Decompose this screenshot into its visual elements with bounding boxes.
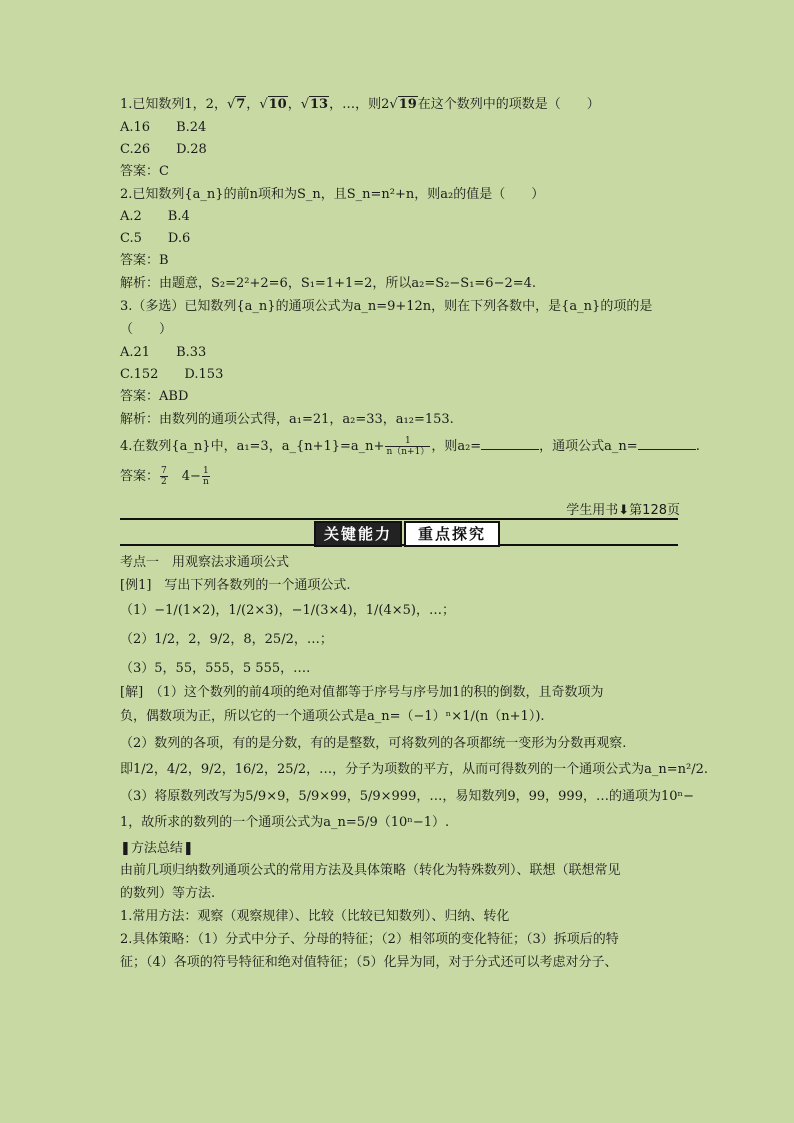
q4-blank-2[interactable] <box>638 437 696 450</box>
sqrt-13: √13 <box>300 97 329 112</box>
q3-options-ab: A.21 B.33 <box>120 345 207 360</box>
solution-line-1a: [解] （1）这个数列的前4项的绝对值都等于序号与序号加1的积的倒数，且奇数项为 <box>120 685 604 700</box>
q3-paren: （ ） <box>120 322 173 337</box>
solution-line-3a: （3）将原数列改写为5/9×9，5/9×99，5/9×999，…，易知数列9，99，999，…的通项为10ⁿ− <box>120 789 695 804</box>
sqrt-7: √7 <box>226 97 246 112</box>
solution-line-2a: （2）数列的各项，有的是分数，有的是整数，可将数列的各项都统一变形为分数再观察. <box>120 736 627 751</box>
method-title: ❚方法总结❚ <box>120 841 194 856</box>
method-line-5: 征；（4）各项的符号特征和绝对值特征；（5）化异为同，对于分式还可以考虑对分子、 <box>120 955 618 970</box>
q4-stem: 4.在数列{a_n}中，a₁=3，a_{n+1}=a_n+ $\frac{1}{n(n+1)}$ ，则a₂= ，通项公式a_n= . <box>120 436 700 457</box>
q3-analysis: 解析：由数列的通项公式得，a₁=21，a₂=33，a₁₂=153. <box>120 412 454 427</box>
solution-line-2b: 即1/2，4/2，9/2，16/2，25/2，…，分子为项数的平方，从而可得数列的一个通项公式为a_n=n²/2. <box>120 762 709 777</box>
q4-answer: 答案： $\frac{7}{2}$ 4− $\frac{1}{n}$ <box>120 466 209 487</box>
solution-line-3b: 1，故所求的数列的一个通项公式为a_n=5/9（10ⁿ−1）. <box>120 815 450 830</box>
solution-line-1b: 负，偶数项为正，所以它的一个通项公式是a_n=（−1）ⁿ×1/(n（n+1）). <box>120 709 545 724</box>
method-line-1: 由前几项归纳数列通项公式的常用方法及具体策略（转化为特殊数列）、联想（联想常见 <box>120 863 621 878</box>
q2-options-cd: C.5 D.6 <box>120 231 191 246</box>
method-line-2: 的数列）等方法. <box>120 886 216 901</box>
page-reference: 学生用书⬇第128页 <box>566 503 680 518</box>
q3-answer: 答案：ABD <box>120 389 189 404</box>
section-banner <box>120 518 678 548</box>
q1-answer: 答案：C <box>120 164 169 179</box>
q2-analysis: 解析：由题意，S₂=2²+2=6，S₁=1+1=2，所以a₂=S₂−S₁=6−2=4. <box>120 276 537 291</box>
method-line-4: 2.具体策略：（1）分式中分子、分母的特征；（2）相邻项的变化特征；（3）拆项后的特 <box>120 932 619 947</box>
q1-options-cd: C.26 D.28 <box>120 142 207 157</box>
q4-blank-1[interactable] <box>481 437 539 450</box>
sqrt-10: √10 <box>259 97 287 112</box>
banner-focus: 重点探究 <box>404 521 500 547</box>
method-line-3: 1.常用方法：观察（观察规律）、比较（比较已知数列）、归纳、转化 <box>120 909 510 924</box>
q1-stem: 1.已知数列1，2，√7，√10，√13，…，则2√19在这个数列中的项数是（ ） <box>120 97 600 112</box>
q1-text-b: ，…，则2 <box>329 97 390 112</box>
q4-fraction: $\frac{1}{n(n+1)}$ <box>386 436 430 457</box>
q2-answer: 答案：B <box>120 253 169 268</box>
example-part-2: （2）1/2，2，9/2，8，25/2，…； <box>120 632 333 647</box>
q3-options-cd: C.152 D.153 <box>120 367 224 382</box>
answer-fraction-2: $\frac{1}{n}$ <box>202 466 209 487</box>
q1-text-a: 1.已知数列1，2， <box>120 97 227 112</box>
q1-options-ab: A.16 B.24 <box>120 120 207 135</box>
example-title: [例1] 写出下列各数列的一个通项公式. <box>120 578 351 593</box>
topic-title: 考点一 用观察法求通项公式 <box>120 555 290 570</box>
q2-stem: 2.已知数列{a_n}的前n项和为S_n，且S_n=n²+n，则a₂的值是（ ） <box>120 187 545 202</box>
q3-stem: 3.（多选）已知数列{a_n}的通项公式为a_n=9+12n，则在下列各数中，是{a_n}的项的是 <box>120 299 653 314</box>
banner-key-ability: 关键能力 <box>314 521 402 547</box>
q1-text-c: 在这个数列中的项数是（ ） <box>417 97 600 112</box>
q2-options-ab: A.2 B.4 <box>120 209 190 224</box>
example-part-3: （3）5，55，555，5 555，…. <box>120 661 311 676</box>
example-part-1: （1）−1/(1×2)，1/(2×3)，−1/(3×4)，1/(4×5)，…； <box>120 603 455 618</box>
banner-top-rule <box>120 518 678 520</box>
sqrt-19: √19 <box>389 97 417 112</box>
answer-fraction-1: $\frac{7}{2}$ <box>161 466 167 487</box>
